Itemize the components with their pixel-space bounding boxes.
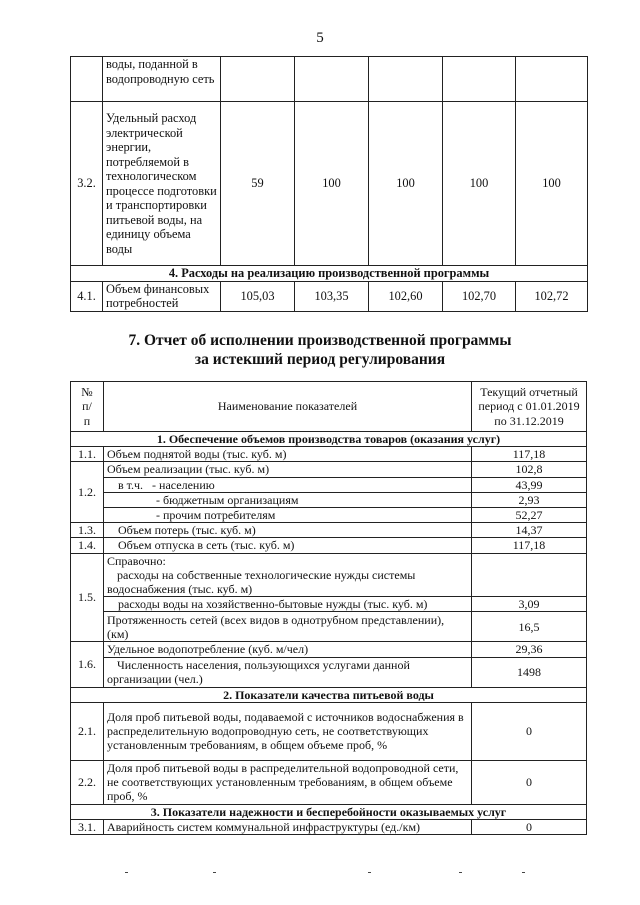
section-subheading: за истекший период регулирования	[194, 351, 446, 368]
value-cell: 102,70	[443, 281, 516, 311]
indicator-label: Объем отпуска в сеть (тыс. куб. м)	[104, 538, 472, 553]
section-row	[71, 804, 587, 819]
page-number: 5	[316, 30, 324, 46]
scan-artifact	[368, 872, 371, 873]
section-row	[71, 432, 587, 447]
value-cell: 59	[221, 102, 295, 266]
table-row	[71, 612, 587, 642]
table-row	[71, 508, 587, 523]
table-row	[71, 492, 587, 507]
section-title: 1. Обеспечение объемов производства товаров (оказания услуг)	[71, 432, 587, 447]
value-cell: 117,18	[472, 447, 587, 462]
table-row	[71, 477, 587, 492]
indicator-label	[104, 477, 472, 492]
header-row	[71, 382, 587, 432]
indicator-label: воды, поданной в водопроводную сеть	[103, 57, 221, 102]
scan-artifact	[522, 872, 525, 873]
table-row	[71, 281, 588, 311]
section-title: 2. Показатели качества питьевой воды	[71, 687, 587, 702]
row-number: 1.5.	[71, 553, 104, 642]
section-row	[71, 266, 588, 282]
value-cell: 102,60	[369, 281, 443, 311]
indicator-label: Объем реализации (тыс. куб. м)	[104, 462, 472, 477]
row-number: 1.6.	[71, 642, 104, 687]
value-cell: 16,5	[472, 612, 587, 642]
indicator-label: Аварийность систем коммунальной инфраструктуры (ед./км)	[104, 820, 472, 835]
table-row	[71, 702, 587, 760]
indicator-label: расходы воды на хозяйственно-бытовые нужды (тыс. куб. м)	[104, 597, 472, 612]
value-cell: 0	[472, 760, 587, 804]
table-row	[71, 553, 587, 597]
indicator-label: Объем поднятой воды (тыс. куб. м)	[104, 447, 472, 462]
row-number: 1.2.	[71, 462, 104, 523]
table-row	[71, 760, 587, 804]
row-number: 2.2.	[71, 760, 104, 804]
value-cell: 100	[295, 102, 369, 266]
table-row	[71, 642, 587, 657]
value-cell: 100	[369, 102, 443, 266]
table-row	[71, 820, 587, 835]
table-row	[71, 657, 587, 687]
scan-artifact	[125, 872, 128, 873]
value-cell: 1498	[472, 657, 587, 687]
indicator-label: - бюджетным организациям	[104, 492, 472, 507]
value-cell: 2,93	[472, 492, 587, 507]
row-number: 1.1.	[71, 447, 104, 462]
indicator-label: Объем потерь (тыс. куб. м)	[104, 523, 472, 538]
value-cell: 43,99	[472, 477, 587, 492]
row-number: 4.1.	[71, 281, 103, 311]
row-number: 1.4.	[71, 538, 104, 553]
row-number: 3.2.	[71, 102, 103, 266]
value-cell: 102,8	[472, 462, 587, 477]
indicator-label: Удельный расход электрической энергии, потребляемой в технологическом процессе подготовки и транспортировки питьевой воды, на единицу объема воды	[103, 102, 221, 266]
value-cell: 117,18	[472, 538, 587, 553]
sub-label: расходы на собственные технологические нужды системы водоснабжения (тыс. куб. м)	[107, 567, 416, 597]
table-row	[71, 57, 588, 102]
row-number: 1.3.	[71, 523, 104, 538]
header-period: Текущий отчетный период с 01.01.2019 по 31.12.2019	[472, 382, 587, 432]
section-title: 4. Расходы на реализацию производственной программы	[71, 266, 588, 282]
indicator-label: Доля проб питьевой воды в распределительной водопроводной сети, не соответствующих установленным требованиям, в общем объеме проб, %	[104, 760, 472, 804]
table-row	[71, 447, 587, 462]
indicator-label	[104, 553, 472, 597]
table-row	[71, 462, 587, 477]
report-table	[70, 381, 587, 835]
indicator-label: Протяженность сетей (всех видов в однотрубном представлении), (км)	[104, 612, 472, 642]
row-number: 2.1.	[71, 702, 104, 760]
value-cell: 14,37	[472, 523, 587, 538]
value-cell: 29,36	[472, 642, 587, 657]
value-cell: 52,27	[472, 508, 587, 523]
table-row	[71, 523, 587, 538]
indicators-table-continued	[70, 56, 588, 312]
indicator-label: - прочим потребителям	[104, 508, 472, 523]
value-cell: 100	[443, 102, 516, 266]
indicator-label: Объем финансовых потребностей	[103, 281, 221, 311]
row-number	[71, 57, 103, 102]
table-row	[71, 538, 587, 553]
value-cell: 102,72	[516, 281, 588, 311]
indicator-label: Удельное водопотребление (куб. м/чел)	[104, 642, 472, 657]
scan-artifact	[459, 872, 462, 873]
value-cell: 103,35	[295, 281, 369, 311]
table-row	[71, 102, 588, 266]
table-row	[71, 597, 587, 612]
value-cell: 0	[472, 702, 587, 760]
value-cell: 100	[516, 102, 588, 266]
value-cell: 105,03	[221, 281, 295, 311]
indicator-label: Доля проб питьевой воды, подаваемой с источников водоснабжения в распределительную водопроводную сеть, не соответствующих установленным требованиям, в общем объеме проб, %	[104, 702, 472, 760]
prefix-label: в т.ч.	[118, 477, 144, 492]
value-cell: 3,09	[472, 597, 587, 612]
row-number: 3.1.	[71, 820, 104, 835]
section-row	[71, 687, 587, 702]
indicator-label: Численность населения, пользующихся услугами данной организации (чел.)	[104, 657, 472, 687]
value-cell	[472, 553, 587, 597]
section-heading: 7. Отчет об исполнении производственной программы	[128, 332, 512, 349]
sub-label: - населению	[152, 477, 215, 492]
header-num: № п/п	[71, 382, 104, 432]
header-name: Наименование показателей	[104, 382, 472, 432]
value-cell: 0	[472, 820, 587, 835]
scan-artifact	[213, 872, 216, 873]
note-label: Справочно:	[107, 553, 166, 568]
section-title: 3. Показатели надежности и бесперебойности оказываемых услуг	[71, 804, 587, 819]
